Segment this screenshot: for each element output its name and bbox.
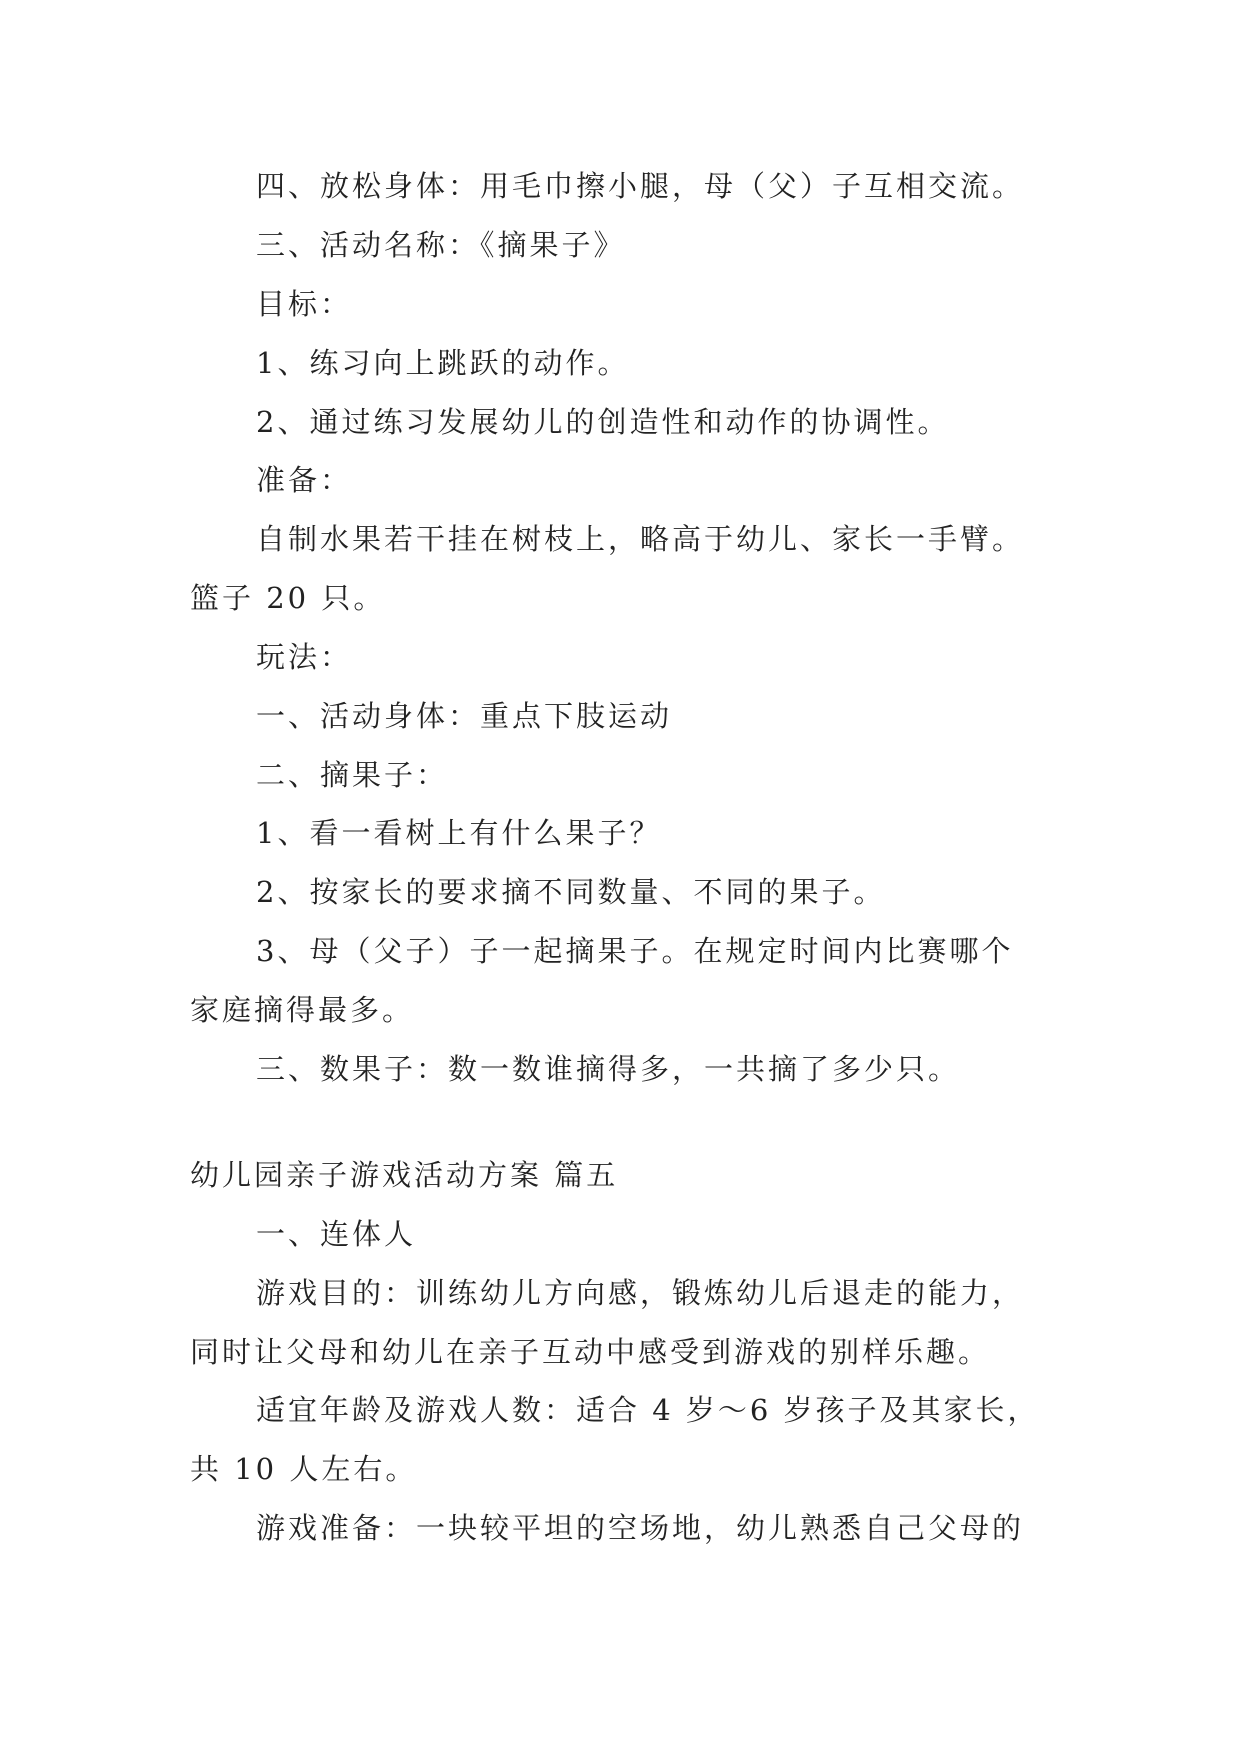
paragraph-line-continued: 共 10 人左右。 bbox=[190, 1452, 418, 1486]
section-heading-preparation: 准备： bbox=[256, 463, 353, 497]
paragraph-line: 游戏目的：训练幼儿方向感，锻炼幼儿后退走的能力， bbox=[256, 1276, 1025, 1310]
paragraph-line-continued: 同时让父母和幼儿在亲子互动中感受到游戏的别样乐趣。 bbox=[190, 1335, 991, 1369]
list-item-continued: 家庭摘得最多。 bbox=[190, 993, 415, 1027]
activity-title: 三、活动名称：《摘果子》 bbox=[256, 228, 626, 262]
list-item: 2、按家长的要求摘不同数量、不同的果子。 bbox=[256, 875, 886, 909]
list-item: 1、看一看树上有什么果子？ bbox=[256, 816, 662, 850]
paragraph-line: 自制水果若干挂在树枝上，略高于幼儿、家长一手臂。 bbox=[256, 522, 1025, 556]
section-heading-gameplay: 玩法： bbox=[256, 640, 353, 674]
section-title: 幼儿园亲子游戏活动方案 篇五 bbox=[190, 1158, 619, 1192]
paragraph-line: 游戏准备：一块较平坦的空场地，幼儿熟悉自己父母的 bbox=[256, 1511, 1025, 1545]
game-title: 一、连体人 bbox=[256, 1217, 417, 1251]
list-item: 1、练习向上跳跃的动作。 bbox=[256, 346, 630, 380]
list-item: 2、通过练习发展幼儿的创造性和动作的协调性。 bbox=[256, 405, 950, 439]
list-item: 二、摘果子： bbox=[256, 758, 449, 792]
paragraph-line-continued: 篮子 20 只。 bbox=[190, 581, 386, 615]
list-item: 3、母（父子）子一起摘果子。在规定时间内比赛哪个 bbox=[256, 934, 1014, 968]
list-item: 一、活动身体：重点下肢运动 bbox=[256, 699, 673, 733]
section-heading-goal: 目标： bbox=[256, 287, 353, 321]
paragraph-line: 四、放松身体：用毛巾擦小腿，母（父）子互相交流。 bbox=[256, 169, 1025, 203]
paragraph-line: 适宜年龄及游戏人数：适合 4 岁～6 岁孩子及其家长， bbox=[256, 1393, 1040, 1427]
list-item: 三、数果子：数一数谁摘得多，一共摘了多少只。 bbox=[256, 1052, 961, 1086]
